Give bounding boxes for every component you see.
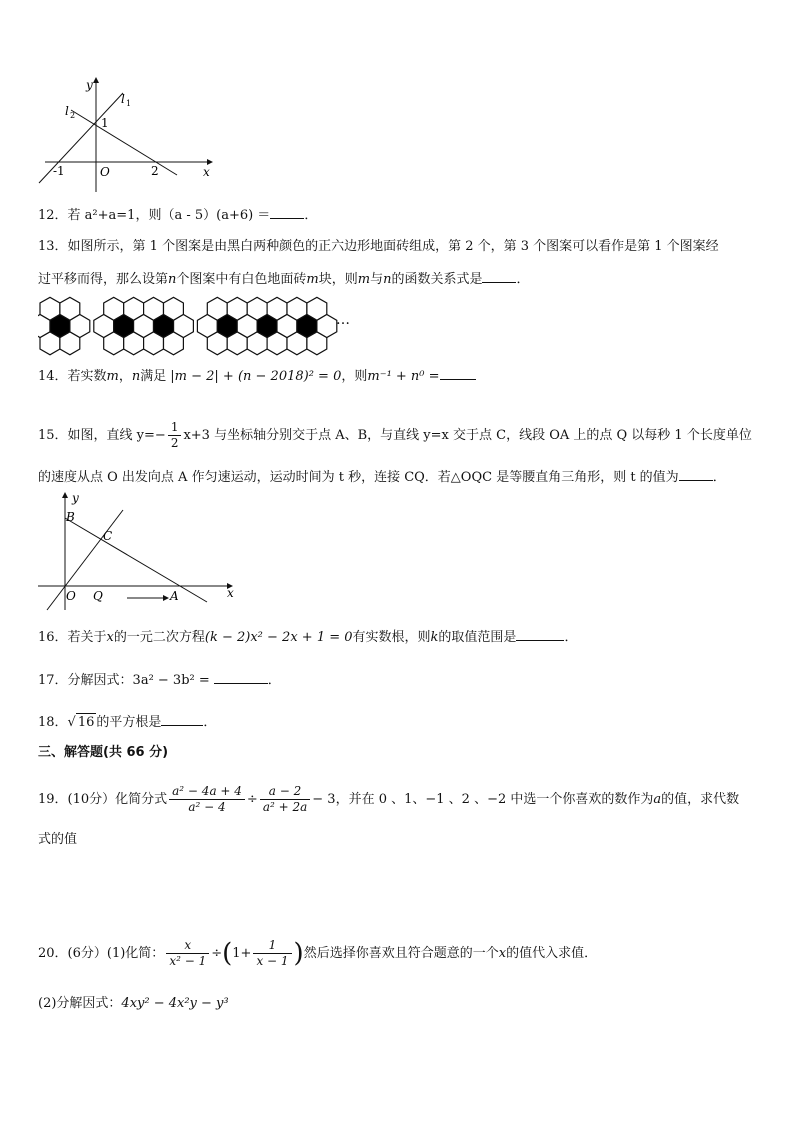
fig1-tick-1: 1 [101,116,109,130]
q20-left-paren: ( [222,938,233,969]
q19-text-c: 的值，求代数 [661,792,740,807]
figure-lines-l1-l2 [35,75,220,195]
question-19-line2: 式的值 [38,832,78,847]
q13-text-b: 个图案中有白色地面砖 [176,272,307,287]
hex-pattern-ellipsis: … [336,312,350,328]
q16-text-a: 16．若关于 [38,630,107,645]
fig1-l1-sub: 1 [126,99,132,108]
q19-fraction-1: $\frac{\text{a² − 4a + 4}}{\text{a² − 4}}$ [169,784,245,815]
question-18: 18．√ 16 的平方根是 ． [38,715,217,730]
q15-text-b: x+3 与坐标轴分别交于点 A、B，与直线 y=x 交于点 C，线段 OA 上的点 Q 以每秒 1 个长度单位 [183,428,752,443]
q15-text-line2: 的速度从点 O 出发向点 A 作匀速运动，运动时间为 t 秒，连接 CQ．若△OQC 是等腰直角三角形，则 t 的值为 [38,470,679,485]
fig2-origin: O [66,589,76,603]
fig2-y-label: y [72,491,79,505]
question-19-line1 [38,784,739,815]
q13-text-e: 的函数关系式是 [391,272,483,287]
q13-text-c: 块，则 [318,272,358,287]
fig2-x-label: x [227,586,234,600]
q18-text-b: 的平方根是 [96,715,162,730]
q18-text-a: 18． [38,715,68,730]
question-12: 12．若 a²+a=1，则（a - 5）(a+6) ＝ ． [38,208,318,223]
question-16: 16．若关于x的一元二次方程(k − 2)x² − 2x + 1 = 0有实数根，则k的取值范围是 ． [38,630,578,645]
q12-text: 12．若 a²+a=1，则（a - 5）(a+6) ＝ [38,208,271,223]
white-hex-tile [134,315,154,338]
q20-right-paren: ) [293,938,304,969]
q13-var-n2: n [383,272,392,287]
fig2-point-Q: Q [93,589,103,603]
q13-answer-blank[interactable] [482,270,516,283]
q13-text-d: 与 [370,272,384,287]
q16-answer-blank[interactable] [516,628,564,641]
q20-part2-label: (2)分解因式： [38,996,122,1011]
white-hex-tile [317,315,337,338]
q14-comma: ， [118,369,132,384]
q20-one-plus: 1+ [232,946,252,961]
black-hex-tile [114,315,134,338]
q18-radical: √ 16 [67,715,95,730]
fig1-l2-sub: 2 [70,111,76,120]
q20-fraction-1: $\frac{x}{\text{x² − 1}}$ [166,938,209,969]
question-14 [38,367,476,386]
figure-line-intersection [35,490,240,615]
black-hex-tile [50,315,70,338]
fig1-origin: O [100,165,110,179]
q16-var-x: x [106,630,114,645]
black-hex-tile [257,315,277,338]
black-hex-tile [297,315,317,338]
q17-text: 17．分解因式：3a² − 3b² = [38,673,210,688]
q15-fraction: $\frac{1}{2}$ [168,420,182,451]
fig1-tick-neg1: -1 [53,164,65,178]
question-15-line1 [38,420,752,451]
fig1-y-label: y [86,78,93,92]
white-hex-tile [197,315,217,338]
q14-answer-blank[interactable] [440,367,476,380]
q14-var-m: m [106,369,119,384]
q14-expression: m⁻¹ + n⁰ = [367,369,440,384]
q15-answer-blank[interactable] [679,468,713,481]
fig2-point-C: C [103,529,113,543]
q14-equation: |m − 2| + (n − 2018)² = 0 [170,369,342,384]
white-hex-tile [94,315,114,338]
q13-var-m2: m [357,272,371,287]
question-13-line2: 过平移而得，那么设第n个图案中有白色地面砖m块，则m与n的函数关系式是 ． [38,272,530,287]
fig2-point-A: A [170,589,179,603]
q16-equation: (k − 2)x² − 2x + 1 = 0 [204,630,353,645]
q14-text-c: ，则 [341,369,368,384]
q19-text-b: ，并在 0 、1、−1 、2 、−2 中选一个你喜欢的数作为 [335,792,654,807]
black-hex-tile [217,315,237,338]
question-17: 17．分解因式：3a² − 3b² = ． [38,673,281,688]
q20-div-sign: ÷ [211,946,223,961]
q16-text-b: 的一元二次方程 [113,630,205,645]
q19-fraction-2: $\frac{a - 2}{\text{a² + 2a}}$ [260,784,310,815]
black-hex-tile [154,315,174,338]
white-hex-tile [70,315,90,338]
q20-expression: 4xy² − 4x²y − y³ [121,996,229,1011]
q19-div-sign: ÷ [246,792,258,807]
q14-text-a: 14．若实数 [38,369,107,384]
section-header: 三、解答题(共 66 分) [38,745,169,760]
q19-text-a: 19．(10分）化简分式 [38,792,168,807]
q12-answer-blank[interactable] [270,206,304,219]
q20-text-b: 然后选择你喜欢且符合题意的一个 [303,946,499,961]
question-13-line1: 13．如图所示，第 1 个图案是由黑白两种颜色的正六边形地面砖组成，第 2 个，第 3 个图案可以看作是第 1 个图案经 [38,239,719,254]
q18-answer-blank[interactable] [161,713,203,726]
white-hex-tile [237,315,257,338]
q20-var-x: x [498,946,507,961]
fig1-l1-label: l [121,92,125,106]
white-hex-tile [277,315,297,338]
q19-minus-3: − 3 [312,792,336,807]
q19-var-a: a [653,792,662,807]
q14-text-b: 满足 [140,369,167,384]
fig1-tick-2: 2 [151,164,159,178]
q13-var-n: n [168,272,177,287]
q17-answer-blank[interactable] [214,671,268,684]
white-hex-tile [174,315,194,338]
fig1-l2-label: l [65,104,69,118]
question-20-part2 [38,995,229,1013]
q16-text-d: 的取值范围是 [438,630,517,645]
q14-var-n: n [131,369,141,384]
q20-text-c: 的值代入求值． [506,946,598,961]
q20-text-a: 20．(6分） [38,946,107,961]
hexagon-tile-pattern [38,295,368,357]
question-15-line2: 的速度从点 O 出发向点 A 作匀速运动，运动时间为 t 秒，连接 CQ．若△OQC 是等腰直角三角形，则 t 的值为 ． [38,470,726,485]
fig2-point-B: B [66,510,75,524]
q20-part1-label: (1)化简： [106,946,165,961]
q13-var-m: m [306,272,319,287]
q16-text-c: 有实数根，则 [352,630,431,645]
question-20-part1 [38,938,597,969]
q13-text-a: 过平移而得，那么设第 [38,272,169,287]
fig1-x-label: x [203,165,210,179]
q16-var-k: k [430,630,439,645]
q15-text-a: 15．如图，直线 y=− [38,428,166,443]
q20-fraction-2: $\frac{1}{x - 1}$ [253,938,291,969]
